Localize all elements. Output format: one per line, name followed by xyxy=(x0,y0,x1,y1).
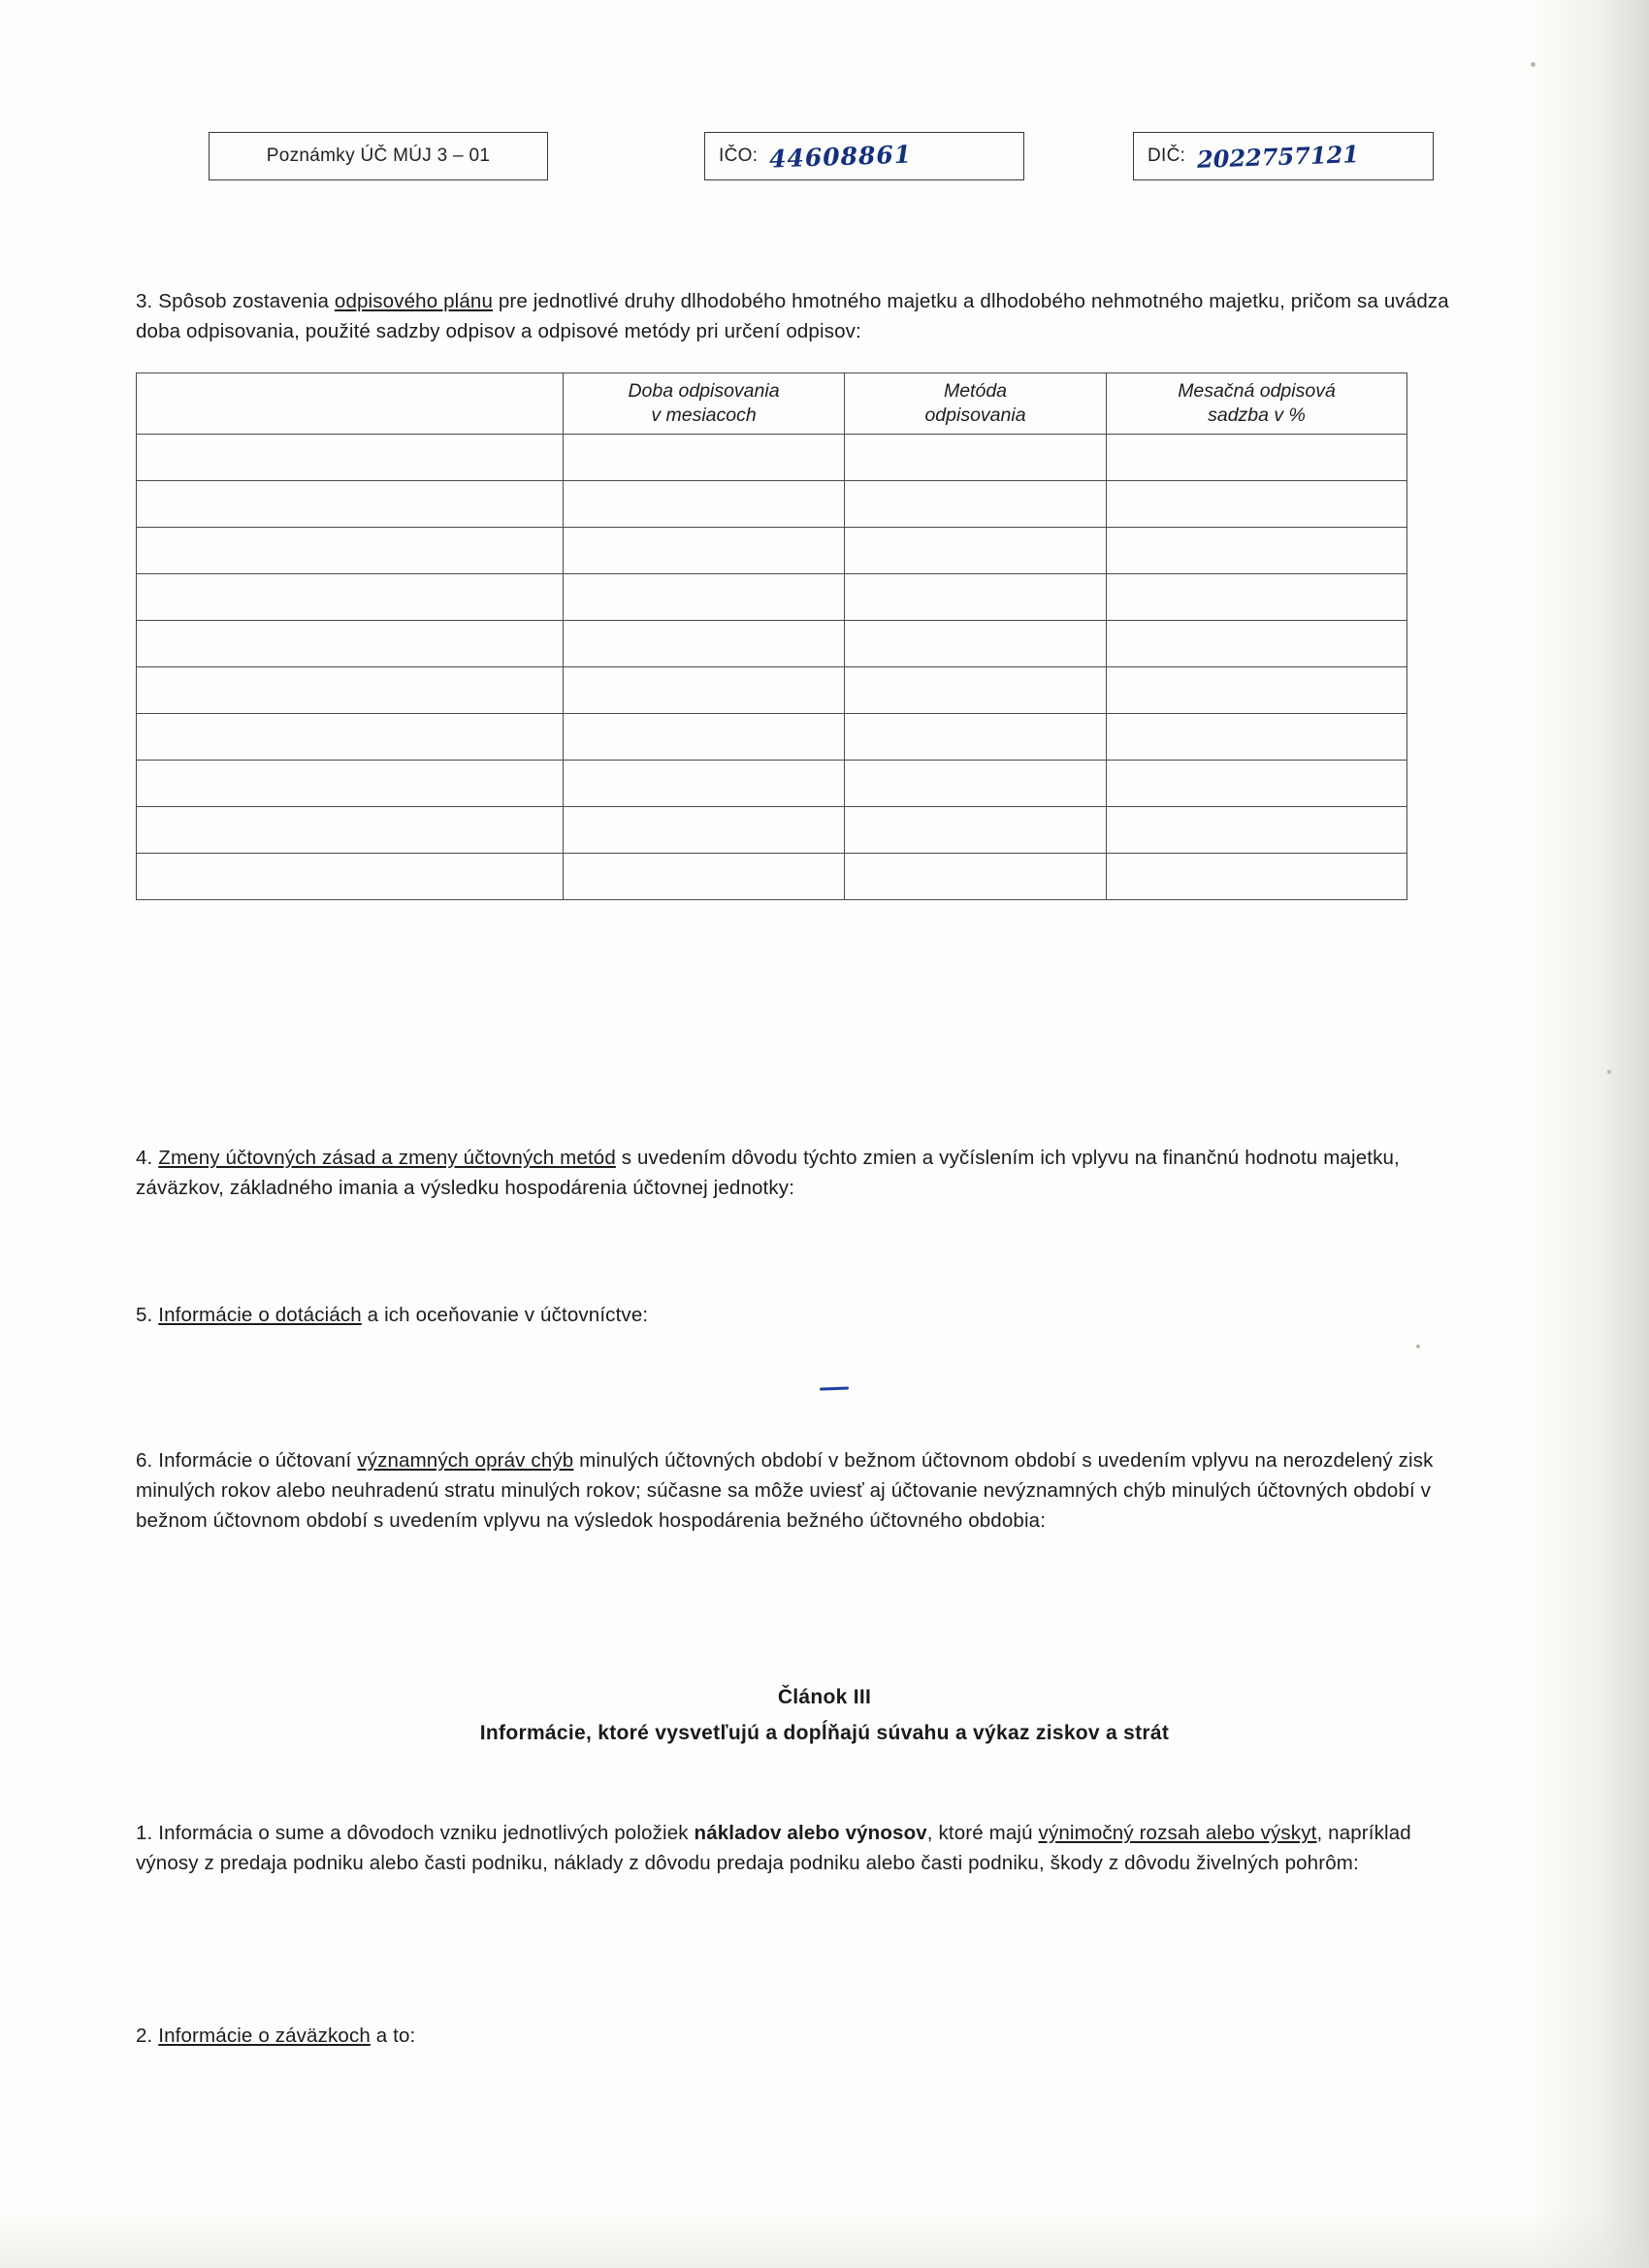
table-cell[interactable] xyxy=(845,528,1107,574)
table-cell[interactable] xyxy=(1107,528,1407,574)
table-cell[interactable] xyxy=(845,714,1107,761)
table-row xyxy=(137,807,1407,854)
form-code-box xyxy=(209,132,548,180)
table-header-cell-sadzba xyxy=(1107,373,1407,435)
paragraph-3 xyxy=(136,286,1465,346)
table-header-cell-doba xyxy=(564,373,845,435)
table-cell[interactable] xyxy=(137,807,564,854)
table-cell[interactable] xyxy=(564,481,845,528)
table-header-cell-blank xyxy=(137,373,564,435)
table-cell[interactable] xyxy=(564,807,845,854)
table-cell[interactable] xyxy=(845,435,1107,481)
table-cell[interactable] xyxy=(1107,807,1407,854)
table-row xyxy=(137,435,1407,481)
article-item-1-underlined: výnimočný rozsah alebo výskyt xyxy=(1038,1822,1317,1844)
table-row xyxy=(137,667,1407,714)
paragraph-4-number: 4. xyxy=(136,1147,153,1169)
table-cell[interactable] xyxy=(564,621,845,667)
table-cell[interactable] xyxy=(845,667,1107,714)
table-cell[interactable] xyxy=(564,667,845,714)
table-cell[interactable] xyxy=(137,574,564,621)
table-cell[interactable] xyxy=(1107,761,1407,807)
table-row xyxy=(137,621,1407,667)
table-cell[interactable] xyxy=(1107,854,1407,900)
table-cell[interactable] xyxy=(137,528,564,574)
table-cell[interactable] xyxy=(137,854,564,900)
pen-mark xyxy=(820,1386,849,1390)
paragraph-6 xyxy=(136,1445,1465,1536)
paragraph-3-text-a: Spôsob zostavenia xyxy=(158,290,335,312)
table-cell[interactable] xyxy=(1107,714,1407,761)
table-row xyxy=(137,481,1407,528)
form-code-label: Poznámky ÚČ MÚJ 3 – 01 xyxy=(266,146,491,166)
paragraph-5-number: 5. xyxy=(136,1304,153,1326)
article-item-1-text-a: Informácia o sume a dôvodoch vzniku jednotlivých položiek xyxy=(158,1822,695,1844)
header-line-1: Metóda xyxy=(943,380,1008,402)
table-cell[interactable] xyxy=(137,714,564,761)
table-row xyxy=(137,528,1407,574)
paragraph-5-underlined: Informácie o dotáciách xyxy=(158,1304,362,1326)
article-item-2-number: 2. xyxy=(136,2025,153,2047)
header-line-2: odpisovania xyxy=(924,405,1026,426)
paragraph-6-underlined: významných opráv chýb xyxy=(357,1449,574,1472)
table-header-cell-metoda xyxy=(845,373,1107,435)
table-cell[interactable] xyxy=(845,621,1107,667)
paragraph-4-underlined: Zmeny účtovných zásad a zmeny účtovných metód xyxy=(158,1147,616,1169)
header-line-2: sadzba v % xyxy=(1208,405,1306,426)
table-cell[interactable] xyxy=(1107,621,1407,667)
article-item-1-text-c: , napríklad výnosy z predaja podniku alebo časti podniku, náklady z dôvodu predaja podniku alebo časti podniku, škody z dôvodu živelných pohrôm: xyxy=(136,1822,1411,1874)
table-cell[interactable] xyxy=(845,807,1107,854)
scan-speck xyxy=(1531,62,1536,67)
article-title: Článok III xyxy=(777,1686,872,1708)
article-item-2-text: a to: xyxy=(370,2025,416,2047)
table-cell[interactable] xyxy=(137,667,564,714)
header-line-1: Doba odpisovania xyxy=(628,380,780,402)
article-item-1-number: 1. xyxy=(136,1822,153,1844)
table-cell[interactable] xyxy=(845,854,1107,900)
table-row xyxy=(137,574,1407,621)
table-row xyxy=(137,714,1407,761)
article-item-2 xyxy=(136,2021,1465,2051)
table-cell[interactable] xyxy=(564,574,845,621)
article-item-1-bold: nákladov alebo výnosov xyxy=(694,1822,927,1844)
table-cell[interactable] xyxy=(137,435,564,481)
table-row xyxy=(137,761,1407,807)
table-cell[interactable] xyxy=(564,761,845,807)
scan-edge-shadow-right xyxy=(1533,0,1649,2268)
dic-box xyxy=(1133,132,1434,180)
header-line-1: Mesačná odpisová xyxy=(1178,380,1336,402)
scan-speck xyxy=(1607,1070,1611,1074)
paragraph-5-text: a ich oceňovanie v účtovníctve: xyxy=(361,1304,649,1326)
table-header-row xyxy=(137,373,1407,435)
table-cell[interactable] xyxy=(1107,481,1407,528)
table-header xyxy=(137,373,1407,435)
paragraph-5 xyxy=(136,1300,1465,1330)
dic-handwritten-value: 2022757121 xyxy=(1196,139,1360,174)
table-cell[interactable] xyxy=(564,714,845,761)
table-cell[interactable] xyxy=(1107,667,1407,714)
dic-label: DIČ: xyxy=(1148,146,1186,166)
table-cell[interactable] xyxy=(1107,574,1407,621)
article-item-2-underlined: Informácie o záväzkoch xyxy=(158,2025,371,2047)
ico-box xyxy=(704,132,1024,180)
header-line-2: v mesiacoch xyxy=(651,405,757,426)
table-cell[interactable] xyxy=(1107,435,1407,481)
paragraph-4-text: s uvedením dôvodu týchto zmien a vyčíslením ich vplyvu na finančnú hodnotu majetku, záväzkov, základného imania a výsledku hospodárenia účtovnej jednotky: xyxy=(136,1147,1400,1199)
table-cell[interactable] xyxy=(845,574,1107,621)
table-cell[interactable] xyxy=(845,481,1107,528)
table-cell[interactable] xyxy=(137,621,564,667)
article-subtitle: Informácie, ktoré vysvetľujú a dopĺňajú súvahu a výkaz ziskov a strát xyxy=(479,1722,1170,1744)
table-cell[interactable] xyxy=(845,761,1107,807)
table-cell[interactable] xyxy=(564,854,845,900)
table-cell[interactable] xyxy=(137,761,564,807)
paragraph-3-text-b: pre jednotlivé druhy dlhodobého hmotného majetku a dlhodobého nehmotného majetku, pričom sa uvádza doba odpisovania, použité sadzby odpisov a odpisové metódy pri určení odpisov: xyxy=(136,290,1449,342)
table-cell[interactable] xyxy=(564,528,845,574)
paragraph-6-text-a: Informácie o účtovaní xyxy=(158,1449,358,1472)
paragraph-3-underlined: odpisového plánu xyxy=(334,290,494,312)
scan-edge-shadow-bottom xyxy=(0,2210,1649,2268)
ico-label: IČO: xyxy=(719,146,759,166)
paragraph-4 xyxy=(136,1143,1465,1203)
ico-handwritten-value: 44608861 xyxy=(768,139,913,174)
paragraph-3-number: 3. xyxy=(136,290,153,312)
article-item-1-text-b: , ktoré majú xyxy=(926,1822,1039,1844)
table-cell[interactable] xyxy=(564,435,845,481)
depreciation-plan-table xyxy=(136,373,1407,900)
table-cell[interactable] xyxy=(137,481,564,528)
table-body xyxy=(137,435,1407,900)
paragraph-6-number: 6. xyxy=(136,1449,153,1472)
table-row xyxy=(137,854,1407,900)
scan-speck xyxy=(1416,1345,1420,1348)
paragraph-6-text-b: minulých účtovných období v bežnom účtovnom období s uvedením vplyvu na nerozdelený zisk minulých rokov alebo neuhradenú stratu minulých rokov; súčasne sa môže uviesť aj účtovanie nevýznamných chýb minulých účtovných období v bežnom účtovnom období s uvedením vplyvu na výsledok hospodárenia bežného účtovného obdobia: xyxy=(136,1449,1434,1532)
article-item-1 xyxy=(136,1818,1465,1878)
